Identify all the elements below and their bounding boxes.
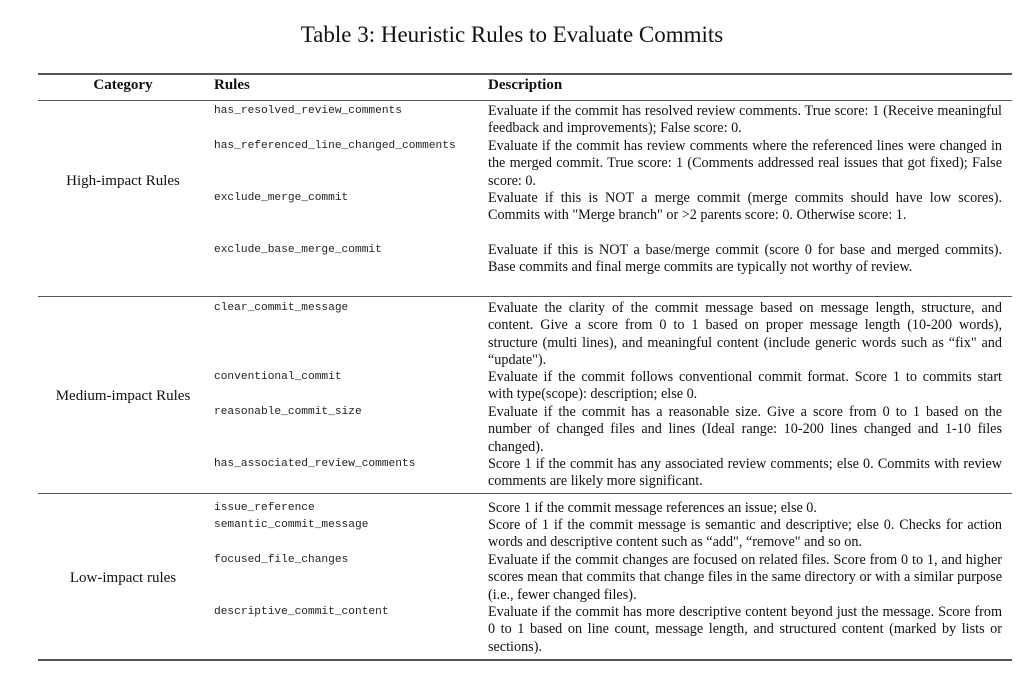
category-label: Low-impact rules xyxy=(69,570,177,586)
table-caption: Table 3: Heuristic Rules to Evaluate Commits xyxy=(300,22,724,47)
header-rules: Rules xyxy=(214,77,250,93)
rule-description: Evaluate if the commit has review comments where the referenced lines were changed in the merged commit. True score: 1 (Comments addressed real issues that got fixed); False score: 0. xyxy=(488,138,1002,189)
header-rule xyxy=(38,100,1012,101)
rule-name: has_associated_review_comments xyxy=(214,458,416,470)
top-rule xyxy=(38,73,1012,75)
rule-name: exclude_base_merge_commit xyxy=(214,244,382,256)
category-label: High-impact Rules xyxy=(66,173,180,189)
rule-name: reasonable_commit_size xyxy=(214,406,362,418)
rule-name: descriptive_commit_content xyxy=(214,606,389,618)
rule-description: Evaluate if the commit changes are focused on related files. Score from 0 to 1, and higher scores mean that commits that change files in the same directory or with a similar purpose (i.e., fewer changed files). xyxy=(488,552,1002,603)
rule-name: semantic_commit_message xyxy=(214,519,369,531)
category-label: Medium-impact Rules xyxy=(55,388,191,404)
rule-name: conventional_commit xyxy=(214,371,342,383)
rule-description: Score 1 if the commit message references an issue; else 0. xyxy=(488,500,817,516)
rule-description: Evaluate if the commit has a reasonable size. Give a score from 0 to 1 based on the number of changed files and lines (Ideal range: 10-200 lines changed and 1-10 files changed). xyxy=(488,404,1002,455)
section-divider xyxy=(38,493,1012,494)
section-high-impact xyxy=(38,103,1012,295)
header-description: Description xyxy=(488,77,563,93)
section-low-impact xyxy=(38,500,1012,660)
rule-description: Evaluate if the commit has resolved review comments. True score: 1 (Receive meaningful feedback and improvements); False score: 0. xyxy=(488,103,1002,137)
rule-name: clear_commit_message xyxy=(214,302,349,314)
section-medium-impact xyxy=(38,300,1012,492)
rule-name: has_resolved_review_comments xyxy=(214,105,402,117)
rule-description: Evaluate if the commit follows conventional commit format. Score 1 to commits start with type(scope): description; else 0. xyxy=(488,369,1002,403)
rule-name: focused_file_changes xyxy=(214,554,349,566)
section-divider xyxy=(38,296,1012,297)
header-category: Category xyxy=(93,77,153,93)
rule-description: Score 1 if the commit has any associated review comments; else 0. Commits with review comments are likely more significant. xyxy=(488,456,1002,490)
rule-name: exclude_merge_commit xyxy=(214,192,349,204)
rule-name: has_referenced_line_changed_comments xyxy=(214,140,456,152)
bottom-rule xyxy=(38,659,1012,661)
rule-description: Evaluate if the commit has more descriptive content beyond just the message. Score from 0 to 1 based on line count, message length, and structured content (marked by lists or sections). xyxy=(488,604,1002,655)
rule-description: Evaluate the clarity of the commit message based on message length, structure, and content. Give a score from 0 to 1 based on proper message length (10-200 words), structure (multi lines), and meaningful content (include generic words such as “fix" and “update"). xyxy=(488,300,1002,368)
rule-description: Evaluate if this is NOT a merge commit (merge commits should have low scores). Commits with "Merge branch" or >2 parents score: 0. Otherwise score: 1. xyxy=(488,190,1002,224)
rule-description: Evaluate if this is NOT a base/merge commit (score 0 for base and merged commits). Base commits and final merge commits are typically not worthy of review. xyxy=(488,242,1002,276)
rule-description: Score of 1 if the commit message is semantic and descriptive; else 0. Checks for action words and descriptive content such as “add", “remove" and so on. xyxy=(488,517,1002,551)
rule-name: issue_reference xyxy=(214,502,315,514)
